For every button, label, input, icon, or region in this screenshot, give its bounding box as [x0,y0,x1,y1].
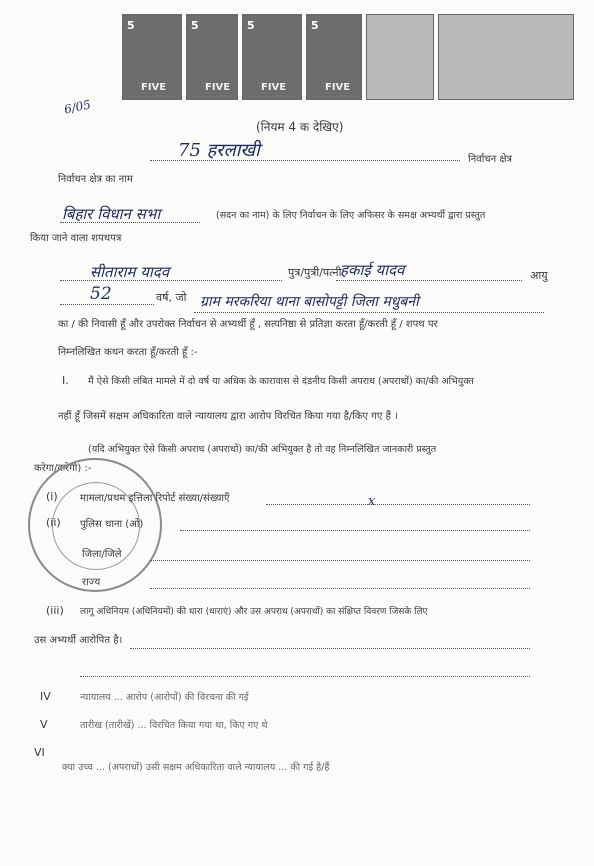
stamp-word: FIVE [325,82,351,93]
item6-text: क्या उच्च ... (अपराधों) उसी सक्षम अधिकारिता वाले न्यायालय ... की गई है/हैं [62,762,330,773]
item2-text-2: करेगा/करेगी) :- [34,463,92,474]
revenue-stamp [438,14,574,100]
stamp-word: FIVE [261,82,287,93]
item1-text-2: नहीं हूँ जिसमें सक्षम अधिकारिता वाले न्यायालय द्वारा आरोप विरचित किया गया है/किए गए हैं । [58,411,398,422]
item5-text: तारीख (तारीखें) ... विरचित किया गया था, किए गए थे [80,720,268,731]
resident-text: का / की निवासी हूँ और उपरोक्त निर्वाचन से अभ्यर्थी हूँ , सत्यनिष्ठा से प्रतिज्ञा करता हूँ/करती हूँ / शपथ पर [58,319,438,330]
item3-text-2: उस अभ्यर्थी आरोपित है। [34,635,123,646]
constituency-label: निर्वाचन क्षेत्र [468,154,513,165]
statement-text: निम्नलिखित कथन करता हूँ/करती हूँ :- [58,347,198,358]
item3-text: लागू अधिनियम (अधिनियमों) की धारा (धाराएं) और उस अपराध (अपराधों) का संक्षिप्त विवरण जिसके लिए [80,607,428,617]
house-text-2: किया जाने वाला शपथपत्र [30,233,122,244]
subitem-ii-text: पुलिस थाना (ओं) [80,519,144,530]
constituency-handwritten: 75 हरलाखी [178,140,260,161]
revenue-stamp [186,14,238,100]
corner-note: 6/05 [62,97,93,117]
revenue-stamp [242,14,302,100]
revenue-stamp [306,14,362,100]
revenue-stamp [122,14,182,100]
age-value: 52 [90,284,112,304]
stamp-denomination: 5 [247,19,255,32]
house-text: (सदन का नाम) के लिए निर्वाचन के लिए अफिसर के समक्ष अभ्यर्थी द्वारा प्रस्तुत [216,210,486,221]
rule-heading: (नियम 4 क देखिए) [256,120,344,134]
state-label: राज्य [82,577,101,588]
stamp-denomination: 5 [191,19,199,32]
revenue-stamp [366,14,434,100]
item-number: (iii) [46,604,64,617]
relation-label: पुत्र/पुत्री/पत्नी [288,266,342,279]
subitem-number: (i) [46,490,58,503]
age-label: आयु [530,269,548,282]
address-handwritten: ग्राम मरकरिया थाना बासोपट्टी जिला मधुबनी [200,294,419,310]
item4-text: न्यायालय ... आरोप (आरोपों) की विरचना की गई [80,692,249,703]
stamp-word: FIVE [205,82,231,93]
item-number: V [40,718,48,731]
subitem-i-text: मामला/प्रथम इत्तिला रिपोर्ट संख्या/संख्याएँ [80,493,230,504]
district-label: जिला/जिले [82,549,122,560]
item-number: I. [62,374,69,387]
item2-text: (यदि अभियुक्त ऐसे किसी अपराध (अपराधों) का/की अभियुक्त है तो वह निम्नलिखित जानकारी प्रस्तुत [88,444,437,455]
stamp-denomination: 5 [311,19,319,32]
father-name: हकाई यादव [340,261,405,279]
item-number: VI [34,746,45,759]
item1-text: मैं ऐसे किसी लंबित मामले में दो वर्ष या अधिक के कारावास से दंडनीय किसी अपराध (अपराधों) का/की अभियुक्त [88,376,474,387]
constituency-name-label: निर्वाचन क्षेत्र का नाम [58,174,133,185]
age-years-label: वर्ष, जो [156,291,187,304]
stamp-denomination: 5 [127,19,135,32]
subitem-number: (ii) [46,516,61,529]
item-number: IV [40,690,51,703]
house-handwritten: बिहार विधान सभा [62,205,161,223]
subitem-i-mark: x [368,494,376,509]
candidate-name: सीताराम यादव [90,263,170,281]
stamp-word: FIVE [141,82,167,93]
